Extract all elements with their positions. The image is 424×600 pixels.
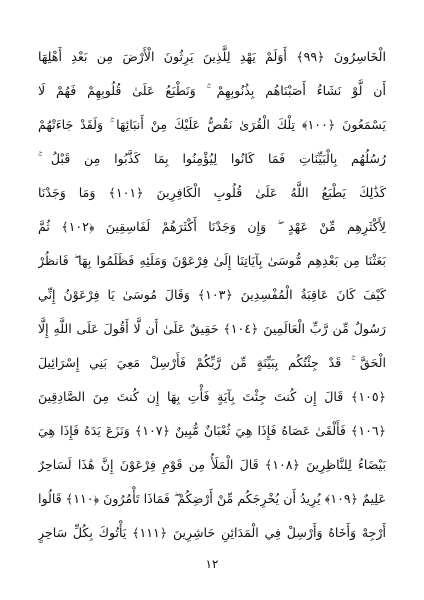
text-line-14: عَلِيمٌ ﴿١٠٩﴾ يُرِيدُ أَن يُخْرِجَكُم مِّنْ أَرْضِكُمْ ۖ فَمَاذَا تَأْمُرُونَ ﴿١١٠﴾ قَالُوا: [38, 491, 386, 506]
text-line-10: الْحَقَّ ۚ قَدْ جِئْتُكُم بِبَيِّنَةٍ مِّن رَّبِّكُمْ فَأَرْسِلْ مَعِيَ بَنِي إِسْرَائِيلَ: [38, 355, 386, 370]
text-line-8: كَيْفَ كَانَ عَاقِبَةُ الْمُفْسِدِينَ ﴿١٠٣﴾ وَقَالَ مُوسَىٰ يَا فِرْعَوْنُ إِنِّي: [38, 287, 386, 302]
text-line-5: كَذَٰلِكَ يَطْبَعُ اللَّهُ عَلَىٰ قُلُوبِ الْكَافِرِينَ ﴿١٠١﴾ وَمَا وَجَدْنَا: [38, 185, 386, 200]
text-line-2: أَن لَّوْ نَشَاءُ أَصَبْنَاهُم بِذُنُوبِهِمْ ۚ وَنَطْبَعُ عَلَىٰ قُلُوبِهِمْ فَهُمْ لَا: [38, 83, 386, 98]
text-line-9: رَسُولٌ مِّن رَّبِّ الْعَالَمِينَ ﴿١٠٤﴾ حَقِيقٌ عَلَىٰ أَن لَّا أَقُولَ عَلَى اللَّهِ إِلَّا: [38, 321, 386, 336]
text-line-7: بَعَثْنَا مِن بَعْدِهِم مُّوسَىٰ بِآيَاتِنَا إِلَىٰ فِرْعَوْنَ وَمَلَئِهِ فَظَلَمُوا بِهَا ۖ فَانظُرْ: [38, 253, 386, 268]
text-line-1: الْخَاسِرُونَ ﴿٩٩﴾ أَوَلَمْ يَهْدِ لِلَّذِينَ يَرِثُونَ الْأَرْضَ مِن بَعْدِ أَهْلِهَا: [38, 49, 386, 64]
text-line-11: ﴿١٠٥﴾ قَالَ إِن كُنتَ جِئْتَ بِآيَةٍ فَأْتِ بِهَا إِن كُنتَ مِنَ الصَّادِقِينَ: [38, 389, 386, 404]
text-line-15: أَرْجِهْ وَأَخَاهُ وَأَرْسِلْ فِي الْمَدَائِنِ حَاشِرِينَ ﴿١١١﴾ يَأْتُوكَ بِكُلِّ سَاحِرٍ: [38, 525, 386, 540]
page-number: ١٢: [205, 557, 219, 571]
text-line-6: لِأَكْثَرِهِم مِّنْ عَهْدٍ ۖ وَإِن وَجَدْنَا أَكْثَرَهُمْ لَفَاسِقِينَ ﴿١٠٢﴾ ثُمَّ: [38, 219, 386, 234]
text-line-13: بَيْضَاءُ لِلنَّاظِرِينَ ﴿١٠٨﴾ قَالَ الْمَلَأُ مِن قَوْمِ فِرْعَوْنَ إِنَّ هَٰذَا لَسَاحِرٌ: [38, 457, 386, 472]
text-line-12: ﴿١٠٦﴾ فَأَلْقَىٰ عَصَاهُ فَإِذَا هِيَ ثُعْبَانٌ مُّبِينٌ ﴿١٠٧﴾ وَنَزَعَ يَدَهُ فَإِذَا هِيَ: [38, 423, 386, 438]
text-line-4: رُسُلُهُم بِالْبَيِّنَاتِ فَمَا كَانُوا لِيُؤْمِنُوا بِمَا كَذَّبُوا مِن قَبْلُ ۚ: [38, 151, 386, 166]
quran-text-block: [38, 40, 386, 550]
text-line-3: يَسْمَعُونَ ﴿١٠٠﴾ تِلْكَ الْقُرَىٰ نَقُصُّ عَلَيْكَ مِنْ أَنبَائِهَا ۚ وَلَقَدْ جَاءَتْهُمْ: [38, 117, 386, 132]
